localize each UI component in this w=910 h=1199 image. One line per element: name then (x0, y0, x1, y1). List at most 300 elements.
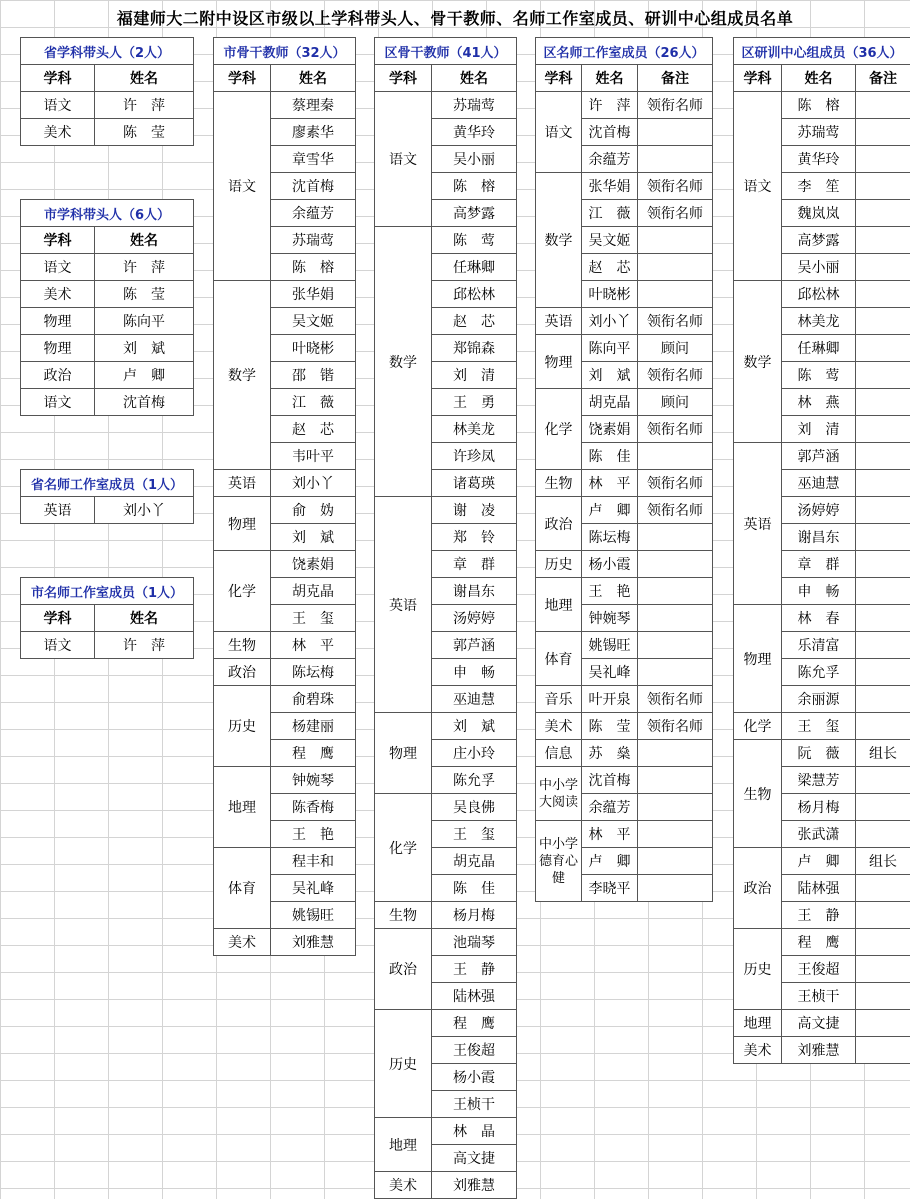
subject-cell: 化学 (734, 713, 782, 740)
subject-cell: 语文 (214, 92, 271, 281)
name-cell: 任琳卿 (432, 254, 517, 281)
name-cell: 许 萍 (582, 92, 638, 119)
name-cell: 阮 薇 (782, 740, 856, 767)
subject-cell: 美术 (536, 713, 582, 740)
subject-cell: 信息 (536, 740, 582, 767)
name-header: 姓名 (271, 65, 356, 92)
subject-cell: 英语 (734, 443, 782, 605)
name-cell: 申 畅 (432, 659, 517, 686)
name-cell: 胡克晶 (271, 578, 356, 605)
note-cell (638, 524, 713, 551)
name-cell: 韦叶平 (271, 443, 356, 470)
table-row (21, 119, 194, 146)
name-cell: 王俊超 (782, 956, 856, 983)
name-cell: 陈 榕 (782, 92, 856, 119)
subject-cell: 语文 (734, 92, 782, 281)
name-cell: 高文捷 (782, 1010, 856, 1037)
note-cell (856, 983, 910, 1010)
name-cell: 江 薇 (271, 389, 356, 416)
name-cell: 许 萍 (95, 254, 194, 281)
name-cell: 杨小霞 (432, 1064, 517, 1091)
name-header: 姓名 (95, 65, 194, 92)
name-cell: 任琳卿 (782, 335, 856, 362)
roster-table-t8 (733, 37, 910, 1064)
name-cell: 章雪华 (271, 146, 356, 173)
name-cell: 汤婷婷 (782, 497, 856, 524)
name-cell: 池瑞琴 (432, 929, 517, 956)
name-cell: 程 鹰 (432, 1010, 517, 1037)
name-cell: 林美龙 (782, 308, 856, 335)
note-cell (638, 443, 713, 470)
subject-cell: 英语 (375, 497, 432, 713)
subject-cell: 地理 (734, 1010, 782, 1037)
subject-cell: 中小学大阅读 (536, 767, 582, 821)
note-cell: 领衔名师 (638, 416, 713, 443)
table-row (734, 92, 910, 119)
name-cell: 谢 凌 (432, 497, 517, 524)
note-cell (856, 632, 910, 659)
table-row (214, 659, 356, 686)
table-row (375, 1118, 517, 1145)
name-cell: 苏瑞莺 (432, 92, 517, 119)
note-cell (856, 551, 910, 578)
note-cell (638, 632, 713, 659)
name-cell: 张华娟 (271, 281, 356, 308)
note-cell (638, 119, 713, 146)
note-cell (856, 1010, 910, 1037)
name-cell: 刘小丫 (582, 308, 638, 335)
note-cell (856, 443, 910, 470)
name-cell: 王 艳 (271, 821, 356, 848)
table-row (375, 713, 517, 740)
name-cell: 杨月梅 (782, 794, 856, 821)
name-cell: 陈向平 (582, 335, 638, 362)
table-row (734, 929, 910, 956)
note-cell (856, 713, 910, 740)
note-cell (638, 605, 713, 632)
name-cell: 陈 莹 (95, 119, 194, 146)
name-cell: 刘小丫 (95, 497, 194, 524)
name-cell: 廖素华 (271, 119, 356, 146)
name-cell: 余蕴芳 (582, 146, 638, 173)
table-row (536, 740, 713, 767)
name-cell: 郭芦涵 (432, 632, 517, 659)
note-cell (638, 146, 713, 173)
subject-cell: 美术 (214, 929, 271, 956)
name-cell: 俞碧珠 (271, 686, 356, 713)
name-cell: 钟婉琴 (271, 767, 356, 794)
subject-cell: 历史 (214, 686, 271, 767)
name-cell: 王俊超 (432, 1037, 517, 1064)
subject-cell: 音乐 (536, 686, 582, 713)
table-row (375, 227, 517, 254)
note-cell (856, 929, 910, 956)
note-cell: 组长 (856, 740, 910, 767)
table-row (375, 794, 517, 821)
roster-table-t2 (20, 199, 194, 416)
table-title: 省学科带头人（2人） (21, 38, 194, 65)
roster-table-t6 (374, 37, 517, 1199)
note-cell (856, 227, 910, 254)
name-cell: 苏瑞莺 (782, 119, 856, 146)
note-cell (638, 578, 713, 605)
name-cell: 高梦露 (432, 200, 517, 227)
name-cell: 陈坛梅 (582, 524, 638, 551)
name-cell: 巫迪慧 (782, 470, 856, 497)
name-cell: 林 晶 (432, 1118, 517, 1145)
name-cell: 饶素娟 (582, 416, 638, 443)
page-title: 福建师大二附中设区市级以上学科带头人、骨干教师、名师工作室成员、研训中心组成员名单 (116, 9, 794, 28)
note-cell (856, 578, 910, 605)
table-title: 省名师工作室成员（1人） (21, 470, 194, 497)
note-cell (638, 281, 713, 308)
name-cell: 余蕴芳 (582, 794, 638, 821)
name-cell: 陈 莹 (95, 281, 194, 308)
name-cell: 陈坛梅 (271, 659, 356, 686)
table-row (21, 389, 194, 416)
roster-table-t1 (20, 37, 194, 146)
subject-cell: 数学 (734, 281, 782, 443)
subject-cell: 化学 (536, 389, 582, 470)
table-row (375, 929, 517, 956)
note-cell (638, 875, 713, 902)
note-cell (638, 227, 713, 254)
subject-header: 学科 (21, 605, 95, 632)
note-cell (856, 821, 910, 848)
note-cell (638, 794, 713, 821)
table-title: 市学科带头人（6人） (21, 200, 194, 227)
table-row (536, 578, 713, 605)
subject-cell: 美术 (375, 1172, 432, 1199)
roster-table-t5 (213, 37, 356, 956)
subject-cell: 化学 (214, 551, 271, 632)
table-row (536, 767, 713, 794)
name-cell: 陈香梅 (271, 794, 356, 821)
table-row (214, 929, 356, 956)
note-cell (856, 389, 910, 416)
table-title: 区名师工作室成员（26人） (536, 38, 713, 65)
note-cell: 领衔名师 (638, 173, 713, 200)
name-cell: 沈首梅 (582, 767, 638, 794)
note-cell (638, 767, 713, 794)
subject-cell: 体育 (536, 632, 582, 686)
name-cell: 庄小玲 (432, 740, 517, 767)
note-cell (856, 119, 910, 146)
note-cell (638, 821, 713, 848)
table-row (214, 767, 356, 794)
name-cell: 林 平 (271, 632, 356, 659)
name-cell: 谢昌东 (432, 578, 517, 605)
note-cell: 顾问 (638, 335, 713, 362)
note-cell (638, 254, 713, 281)
name-cell: 邵 锴 (271, 362, 356, 389)
name-cell: 沈首梅 (582, 119, 638, 146)
subject-cell: 数学 (214, 281, 271, 470)
subject-header: 学科 (536, 65, 582, 92)
name-cell: 余蕴芳 (271, 200, 356, 227)
name-cell: 刘雅慧 (271, 929, 356, 956)
table-title: 市骨干教师（32人） (214, 38, 356, 65)
note-cell: 领衔名师 (638, 686, 713, 713)
name-cell: 杨月梅 (432, 902, 517, 929)
note-cell (638, 740, 713, 767)
name-cell: 苏瑞莺 (271, 227, 356, 254)
name-cell: 谢昌东 (782, 524, 856, 551)
subject-cell: 物理 (21, 335, 95, 362)
table-row (734, 713, 910, 740)
name-cell: 陈允孚 (432, 767, 517, 794)
subject-cell: 体育 (214, 848, 271, 929)
subject-cell: 生物 (536, 470, 582, 497)
note-cell: 领衔名师 (638, 497, 713, 524)
name-cell: 吴良佛 (432, 794, 517, 821)
name-cell: 邱松林 (782, 281, 856, 308)
table-title: 市名师工作室成员（1人） (21, 578, 194, 605)
name-cell: 王桢干 (782, 983, 856, 1010)
table-row (536, 686, 713, 713)
note-cell (856, 308, 910, 335)
subject-cell: 物理 (536, 335, 582, 389)
name-cell: 乐清富 (782, 632, 856, 659)
name-cell: 杨建丽 (271, 713, 356, 740)
table-title: 区研训中心组成员（36人） (734, 38, 910, 65)
name-cell: 申 畅 (782, 578, 856, 605)
name-cell: 李 笙 (782, 173, 856, 200)
name-cell: 郑 铃 (432, 524, 517, 551)
table-row (536, 713, 713, 740)
table-row (734, 1037, 910, 1064)
subject-cell: 化学 (375, 794, 432, 902)
name-cell: 王 艳 (582, 578, 638, 605)
name-cell: 王 玺 (782, 713, 856, 740)
roster-table-t3 (20, 469, 194, 524)
subject-cell: 物理 (21, 308, 95, 335)
note-cell (856, 659, 910, 686)
name-cell: 胡克晶 (582, 389, 638, 416)
table-row (21, 254, 194, 281)
name-header: 姓名 (432, 65, 517, 92)
note-cell (856, 470, 910, 497)
table-row (734, 1010, 910, 1037)
subject-cell: 生物 (214, 632, 271, 659)
name-cell: 沈首梅 (95, 389, 194, 416)
name-cell: 张武潇 (782, 821, 856, 848)
table-row (214, 92, 356, 119)
name-cell: 王桢干 (432, 1091, 517, 1118)
note-cell (856, 524, 910, 551)
table-row (375, 902, 517, 929)
name-cell: 杨小霞 (582, 551, 638, 578)
note-cell: 领衔名师 (638, 470, 713, 497)
table-row (536, 92, 713, 119)
subject-cell: 美术 (21, 281, 95, 308)
subject-cell: 政治 (536, 497, 582, 551)
table-row (536, 470, 713, 497)
name-cell: 巫迪慧 (432, 686, 517, 713)
note-cell (856, 902, 910, 929)
name-header: 姓名 (582, 65, 638, 92)
table-row (536, 308, 713, 335)
subject-cell: 地理 (375, 1118, 432, 1172)
note-cell (856, 767, 910, 794)
name-cell: 张华娟 (582, 173, 638, 200)
name-cell: 姚锡旺 (582, 632, 638, 659)
name-cell: 林 燕 (782, 389, 856, 416)
note-header: 备注 (638, 65, 713, 92)
subject-cell: 美术 (734, 1037, 782, 1064)
subject-cell: 语文 (21, 92, 95, 119)
name-cell: 黄华玲 (432, 119, 517, 146)
table-row (21, 92, 194, 119)
subject-cell: 政治 (734, 848, 782, 929)
table-row (536, 551, 713, 578)
name-cell: 林 春 (782, 605, 856, 632)
name-cell: 陈允孚 (782, 659, 856, 686)
table-row (375, 92, 517, 119)
name-cell: 黄华玲 (782, 146, 856, 173)
note-cell (856, 254, 910, 281)
subject-cell: 生物 (734, 740, 782, 848)
name-cell: 刘 斌 (95, 335, 194, 362)
note-cell (856, 92, 910, 119)
subject-cell: 物理 (214, 497, 271, 551)
name-cell: 刘 清 (432, 362, 517, 389)
table-row (734, 605, 910, 632)
note-cell (856, 875, 910, 902)
subject-cell: 历史 (536, 551, 582, 578)
name-cell: 陈 佳 (582, 443, 638, 470)
name-cell: 林 平 (582, 470, 638, 497)
name-cell: 程丰和 (271, 848, 356, 875)
name-cell: 汤婷婷 (432, 605, 517, 632)
name-cell: 江 薇 (582, 200, 638, 227)
name-cell: 郑锦森 (432, 335, 517, 362)
name-cell: 刘小丫 (271, 470, 356, 497)
subject-cell: 语文 (375, 92, 432, 227)
name-cell: 许 萍 (95, 632, 194, 659)
name-cell: 刘 斌 (432, 713, 517, 740)
note-cell (856, 497, 910, 524)
name-cell: 吴礼峰 (271, 875, 356, 902)
roster-table-t7 (535, 37, 713, 902)
table-row (214, 470, 356, 497)
note-cell (856, 362, 910, 389)
note-cell (856, 956, 910, 983)
name-cell: 赵 芯 (271, 416, 356, 443)
name-cell: 陆林强 (432, 983, 517, 1010)
table-row (21, 497, 194, 524)
subject-header: 学科 (214, 65, 271, 92)
name-cell: 陈 榕 (271, 254, 356, 281)
name-cell: 胡克晶 (432, 848, 517, 875)
name-cell: 王 静 (782, 902, 856, 929)
name-cell: 吴小丽 (782, 254, 856, 281)
note-cell (856, 605, 910, 632)
name-cell: 钟婉琴 (582, 605, 638, 632)
note-cell: 领衔名师 (638, 92, 713, 119)
subject-cell: 政治 (214, 659, 271, 686)
subject-cell: 语文 (536, 92, 582, 173)
table-row (375, 497, 517, 524)
name-header: 姓名 (95, 605, 194, 632)
table-row (214, 686, 356, 713)
name-cell: 陈向平 (95, 308, 194, 335)
note-cell: 领衔名师 (638, 200, 713, 227)
name-cell: 陈 莺 (432, 227, 517, 254)
name-cell: 卢 卿 (582, 497, 638, 524)
name-cell: 李晓平 (582, 875, 638, 902)
name-cell: 蔡理秦 (271, 92, 356, 119)
note-cell (856, 335, 910, 362)
subject-cell: 英语 (214, 470, 271, 497)
note-cell (856, 1037, 910, 1064)
name-cell: 程 鹰 (782, 929, 856, 956)
name-cell: 苏 燊 (582, 740, 638, 767)
name-cell: 吴礼峰 (582, 659, 638, 686)
subject-cell: 生物 (375, 902, 432, 929)
name-cell: 许珍凤 (432, 443, 517, 470)
name-cell: 叶开泉 (582, 686, 638, 713)
table-row (21, 308, 194, 335)
subject-cell: 政治 (375, 929, 432, 1010)
name-cell: 林 平 (582, 821, 638, 848)
note-cell (856, 416, 910, 443)
subject-cell: 地理 (536, 578, 582, 632)
note-cell (856, 146, 910, 173)
name-cell: 王 玺 (432, 821, 517, 848)
table-row (21, 632, 194, 659)
note-cell: 顾问 (638, 389, 713, 416)
name-cell: 梁慧芳 (782, 767, 856, 794)
subject-header: 学科 (375, 65, 432, 92)
name-cell: 赵 芯 (432, 308, 517, 335)
subject-cell: 物理 (375, 713, 432, 794)
name-cell: 高文捷 (432, 1145, 517, 1172)
table-row (734, 848, 910, 875)
name-cell: 饶素娟 (271, 551, 356, 578)
name-cell: 章 群 (782, 551, 856, 578)
name-cell: 陈 榕 (432, 173, 517, 200)
table-row (214, 281, 356, 308)
table-row (734, 443, 910, 470)
name-cell: 王 静 (432, 956, 517, 983)
note-cell: 领衔名师 (638, 362, 713, 389)
subject-cell: 数学 (536, 173, 582, 308)
subject-cell: 政治 (21, 362, 95, 389)
note-cell (856, 794, 910, 821)
name-cell: 陈 佳 (432, 875, 517, 902)
name-cell: 陈 莺 (782, 362, 856, 389)
name-cell: 陆林强 (782, 875, 856, 902)
table-row (536, 173, 713, 200)
name-cell: 郭芦涵 (782, 443, 856, 470)
subject-cell: 语文 (21, 389, 95, 416)
name-cell: 王 玺 (271, 605, 356, 632)
note-cell (856, 686, 910, 713)
table-row (214, 848, 356, 875)
name-cell: 刘雅慧 (782, 1037, 856, 1064)
name-cell: 许 萍 (95, 92, 194, 119)
name-cell: 刘 斌 (582, 362, 638, 389)
name-cell: 卢 卿 (95, 362, 194, 389)
subject-header: 学科 (734, 65, 782, 92)
note-cell (856, 281, 910, 308)
table-row (214, 497, 356, 524)
note-cell (856, 200, 910, 227)
name-cell: 沈首梅 (271, 173, 356, 200)
name-cell: 程 鹰 (271, 740, 356, 767)
table-row (21, 281, 194, 308)
